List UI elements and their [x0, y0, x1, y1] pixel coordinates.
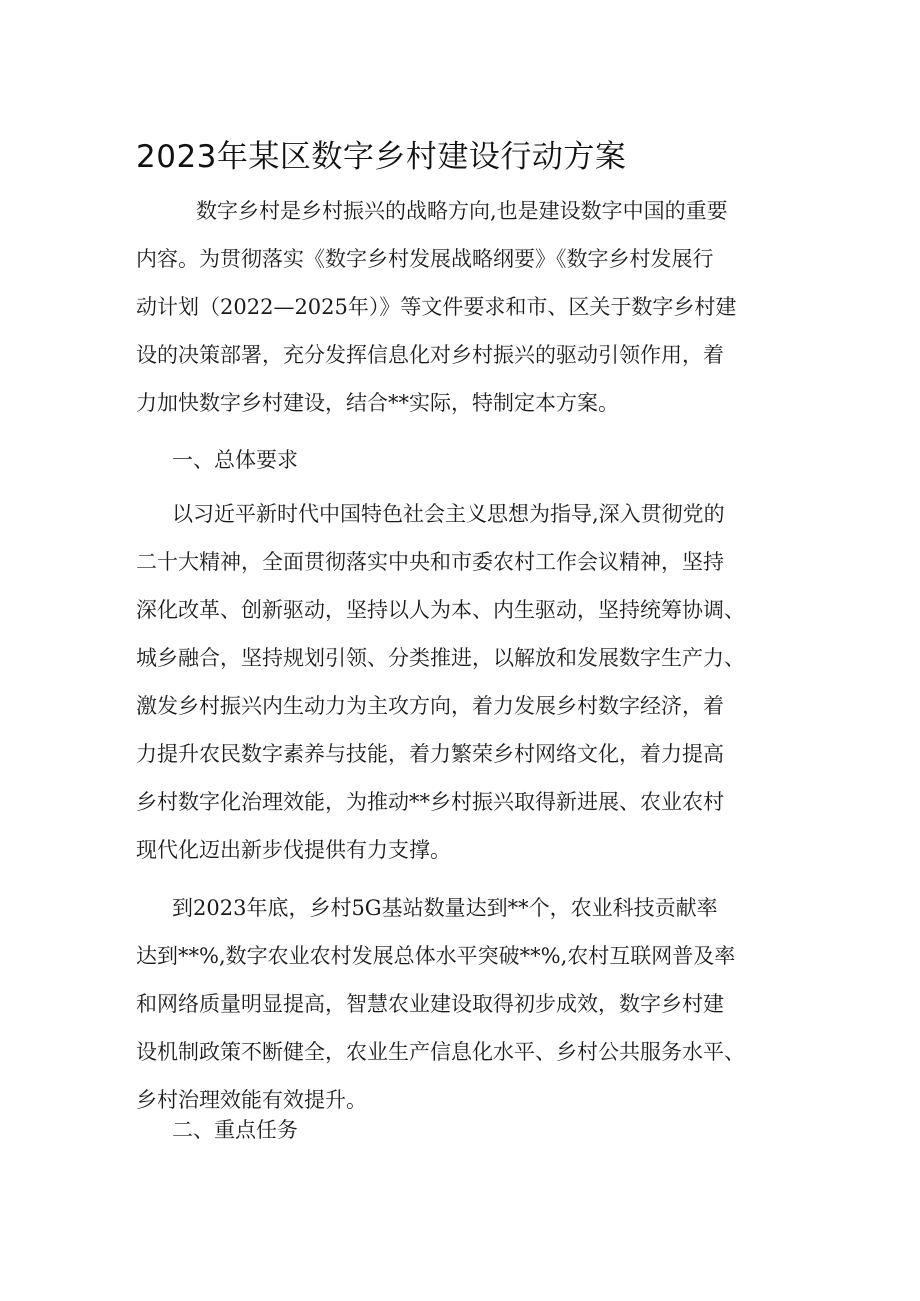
intro-line: 力加快数字乡村建设，结合**实际，特制定本方案。	[136, 391, 619, 415]
intro-line: 动计划（2022—2025年）》等文件要求和市、区关于数字乡村建	[136, 295, 737, 319]
paragraph-line: 到2023年底，乡村5G基站数量达到**个，农业科技贡献率	[172, 896, 718, 920]
paragraph-line: 和网络质量明显提高，智慧农业建设取得初步成效，数字乡村建	[136, 992, 724, 1016]
paragraph-line: 二十大精神，全面贯彻落实中央和市委农村工作会议精神，坚持	[136, 550, 724, 574]
paragraph-line: 乡村数字化治理效能，为推动**乡村振兴取得新进展、农业农村	[136, 790, 724, 814]
paragraph-line: 城乡融合，坚持规划引领、分类推进，以解放和发展数字生产力、	[136, 646, 745, 670]
intro-line: 设的决策部署，充分发挥信息化对乡村振兴的驱动引领作用，着	[136, 343, 724, 367]
paragraph-line: 以习近平新时代中国特色社会主义思想为指导,深入贯彻党的	[172, 502, 725, 526]
paragraph-line: 现代化迈出新步伐提供有力支撑。	[136, 838, 451, 862]
section-heading-key-tasks: 二、重点任务	[172, 1118, 298, 1142]
section-heading-overall-requirements: 一、总体要求	[172, 448, 298, 472]
paragraph-line: 激发乡村振兴内生动力为主攻方向，着力发展乡村数字经济，着	[136, 694, 724, 718]
document-title: 2023年某区数字乡村建设行动方案	[136, 139, 627, 175]
intro-line: 内容。为贯彻落实《数字乡村发展战略纲要》《数字乡村发展行	[136, 247, 714, 271]
paragraph-line: 达到**%,数字农业农村发展总体水平突破**%,农村互联网普及率	[136, 944, 736, 968]
paragraph-line: 设机制政策不断健全，农业生产信息化水平、乡村公共服务水平、	[136, 1040, 745, 1064]
paragraph-line: 乡村治理效能有效提升。	[136, 1088, 367, 1112]
paragraph-line: 深化改革、创新驱动，坚持以人为本、内生驱动，坚持统筹协调、	[136, 598, 745, 622]
intro-line: 数字乡村是乡村振兴的战略方向,也是建设数字中国的重要	[196, 199, 728, 223]
paragraph-line: 力提升农民数字素养与技能，着力繁荣乡村网络文化，着力提高	[136, 742, 724, 766]
